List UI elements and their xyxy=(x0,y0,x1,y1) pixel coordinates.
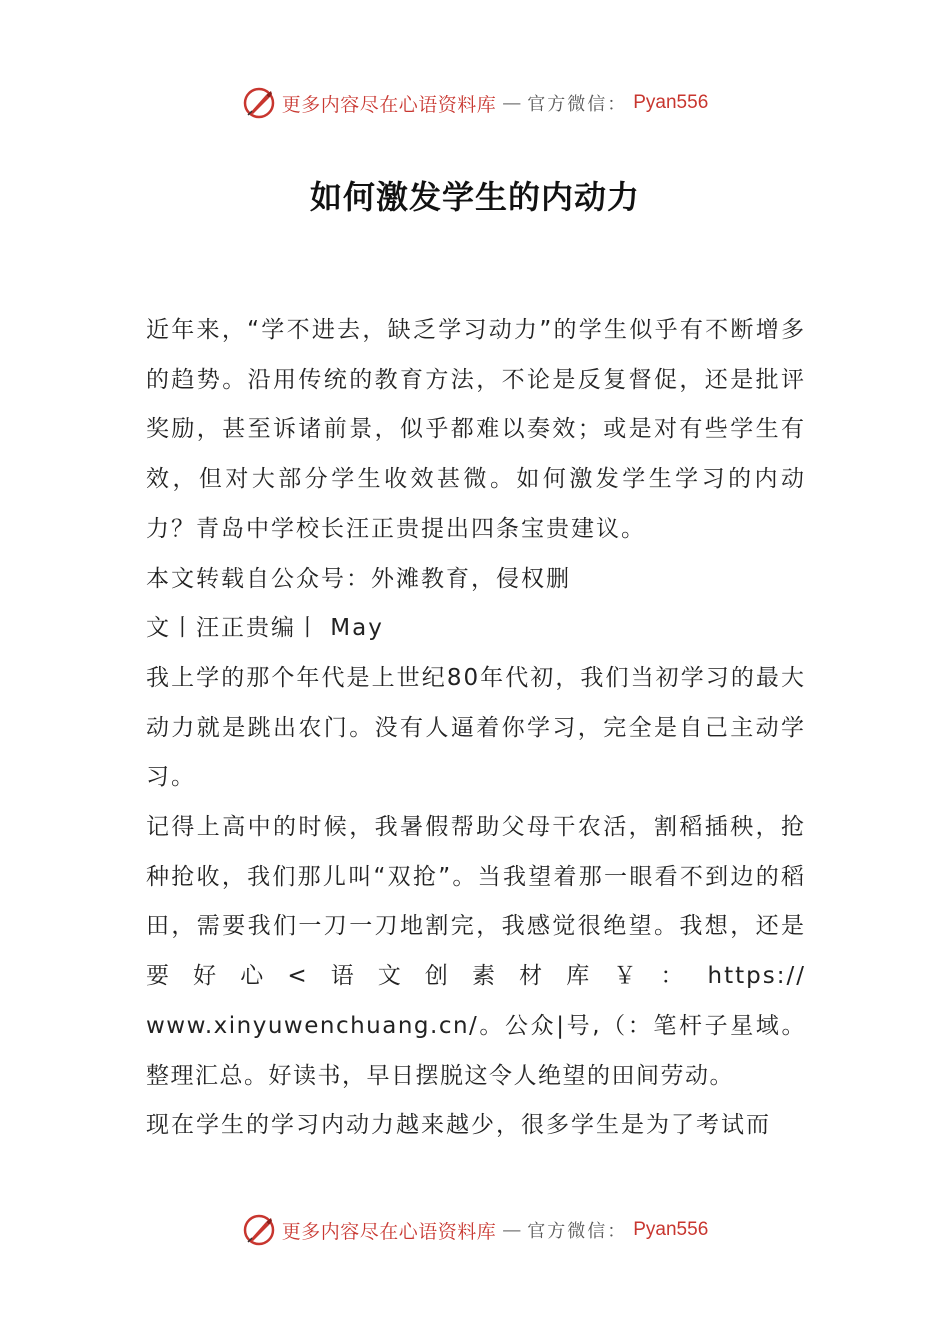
quill-pen-logo-icon xyxy=(242,1213,276,1247)
banner-official-label: 官方微信： xyxy=(527,1221,628,1242)
paragraph-source-note: 本文转载自公众号：外滩教育，侵权删 xyxy=(146,565,571,592)
header-banner xyxy=(0,85,950,121)
banner-dash: — xyxy=(502,92,522,114)
paragraph-url-line: www.xinyuwenchuang.cn/。公众|号,（：笔杆子星域。整理汇总。好读书，早日摆脱这令人绝望的田间劳动。 xyxy=(146,1012,806,1089)
quill-pen-logo-icon xyxy=(242,86,276,120)
paragraph-intro: 近年来，“学不进去，缺乏学习动力”的学生似乎有不断增多的趋势。沿用传统的教育方法，不论是反复督促，还是批评奖励，甚至诉诸前景，似乎都难以奏效；或是对有些学生有效，但对大部分学生收效甚微。如何激发学生学习的内动力？青岛中学校长汪正贵提出四条宝贵建议。 xyxy=(146,317,806,542)
paragraph-memory-1980s: 我上学的那个年代是上世纪80年代初，我们当初学习的最大动力就是跳出农门。没有人逼着你学习，完全是自己主动学习。 xyxy=(146,664,806,791)
footer-banner xyxy=(0,1212,950,1248)
banner-wechat-id: Pyan556 xyxy=(633,92,709,113)
banner-dash: — xyxy=(502,1219,522,1241)
banner-official-label: 官方微信： xyxy=(527,94,628,115)
article-body xyxy=(146,306,806,1151)
banner-brand-text: 更多内容尽在心语资料库 xyxy=(281,93,497,116)
banner-wechat-id: Pyan556 xyxy=(633,1219,709,1240)
paragraph-summer-farming: 记得上高中的时候，我暑假帮助父母干农活，割稻插秧，抢种抢收，我们那儿叫“双抢”。当我望着那一眼看不到边的稻田，需要我们一刀一刀地割完，我感觉很绝望。我想，还是要好心<语文创素材库￥：https:// xyxy=(146,814,806,990)
banner-brand-text: 更多内容尽在心语资料库 xyxy=(281,1220,497,1243)
article-title: 如何激发学生的内动力 xyxy=(309,178,640,216)
paragraph-byline: 文丨汪正贵编丨 May xyxy=(146,615,384,642)
paragraph-current-students: 现在学生的学习内动力越来越少，很多学生是为了考试而 xyxy=(146,1112,771,1139)
